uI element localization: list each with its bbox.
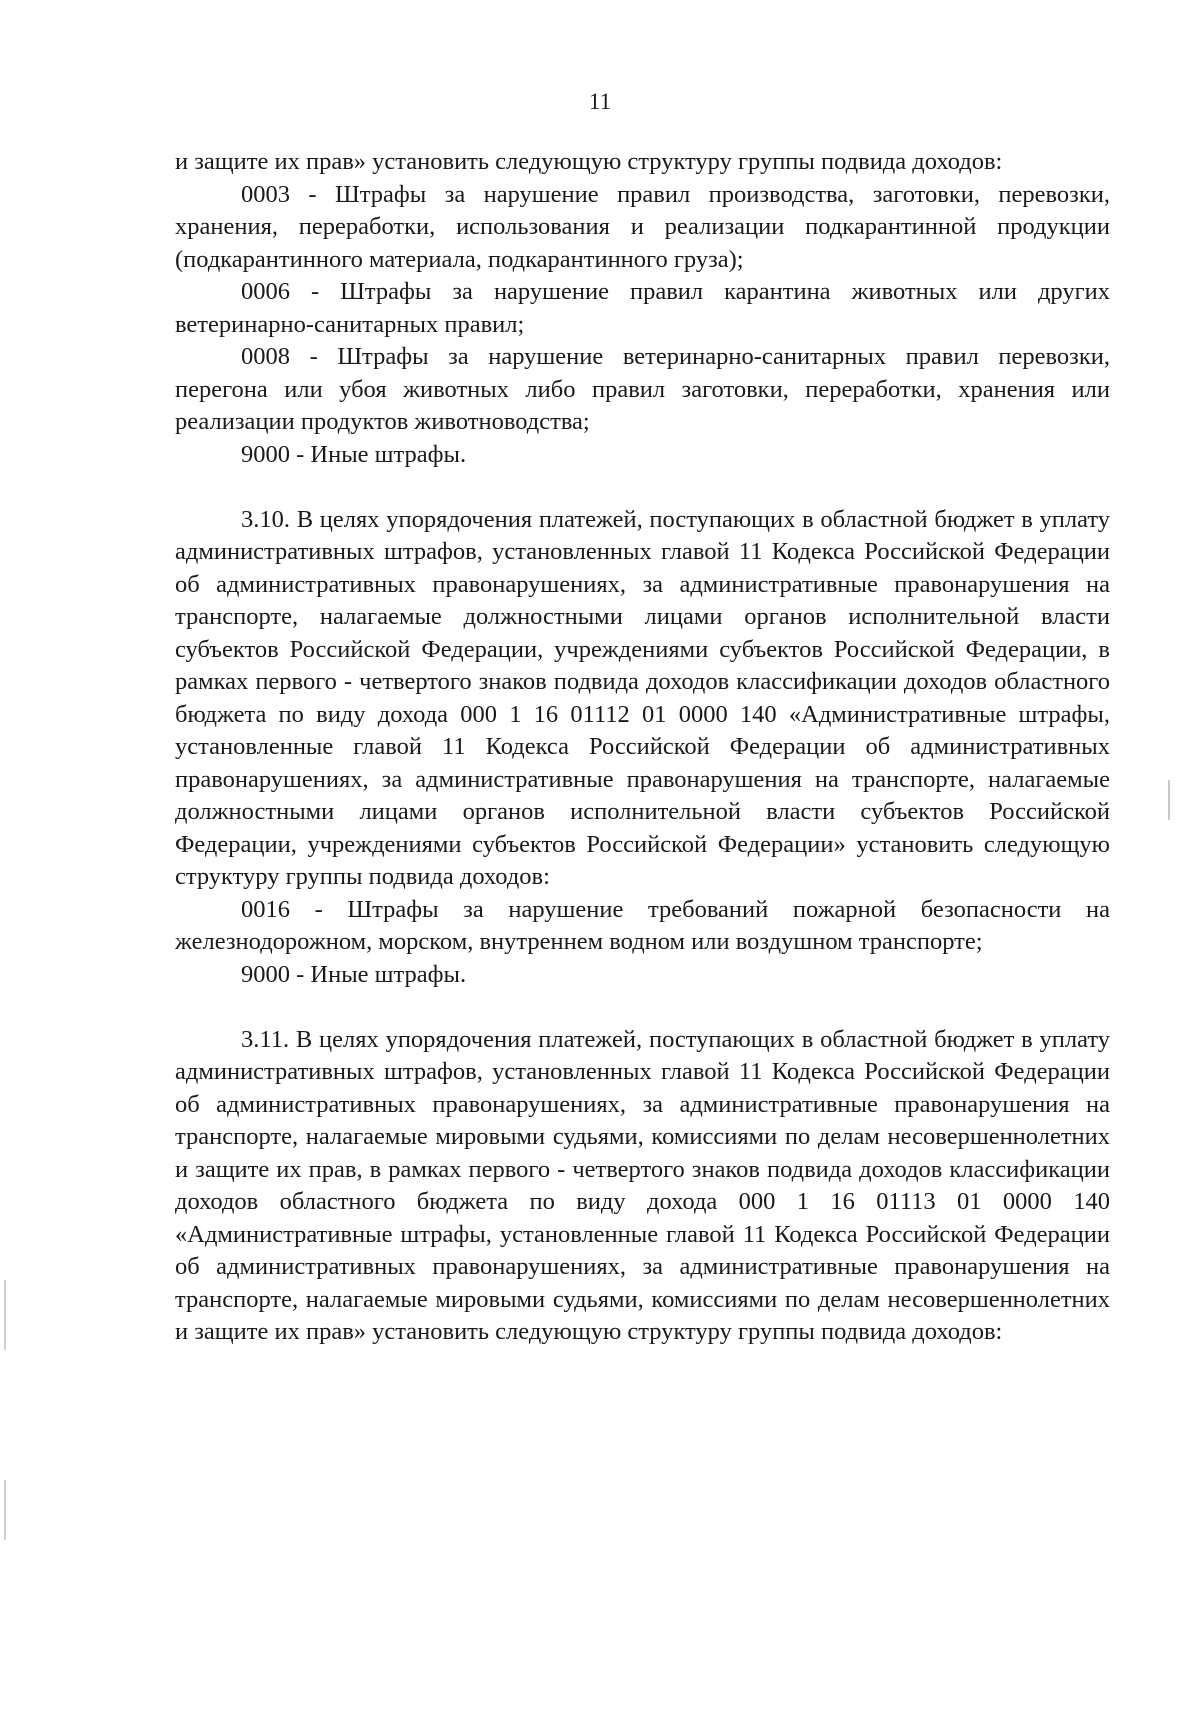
list-item-9000-first: 9000 - Иные штрафы. [241,440,467,468]
list-item-0016: 0016 - Штрафы за нарушение требований пожарной безопасности на железнодорожном, морском, внутреннем водном или воздушном транспорте; [175,895,1110,955]
page-number: 11 [588,89,612,114]
scan-artifact [4,1480,6,1540]
list-item-0008: 0008 - Штрафы за нарушение ветеринарно-санитарных правил перевозки, перегона или убоя животных либо правил заготовки, переработки, хранения или реализации продуктов животноводства; [175,343,1110,435]
list-item-0006: 0006 - Штрафы за нарушение правил карантина животных или других ветеринарно-санитарных правил; [175,278,1110,338]
document-body [175,146,1110,1349]
paragraph-gap [175,991,1110,1024]
paragraph-continuation: и защите их прав» установить следующую структуру группы подвида доходов: [175,148,1003,175]
paragraph-gap [175,471,1110,504]
list-item-9000-second: 9000 - Иные штрафы. [241,960,467,988]
list-item-0003: 0003 - Штрафы за нарушение правил производства, заготовки, перевозки, хранения, переработки, использования и реализации подкарантинной продукции (подкарантинного материала, подкарантинного груза); [175,180,1110,273]
scan-artifact [4,1280,6,1350]
section-3-10: 3.10. В целях упорядочения платежей, поступающих в областной бюджет в уплату административных штрафов, установленных главой 11 Кодекса Российской Федерации об административных правонарушениях, за административные правонарушения на транспорте, налагаемые должностными лицами органов исполнительной власти субъектов Российской Федерации, учреждениями субъектов Российской Федерации, в рамках первого - четвертого знаков подвида доходов классификации доходов областного бюджета по виду дохода 000 1 16 01112 01 0000 140 «Административные штрафы, установленные главой 11 Кодекса Российской Федерации об административных правонарушениях, за административные правонарушения на транспорте, налагаемые должностными лицами органов исполнительной власти субъектов Российской Федерации, учреждениями субъектов Российской Федерации» установить следующую структуру группы подвида доходов: [175,505,1110,890]
section-3-11: 3.11. В целях упорядочения платежей, поступающих в областной бюджет в уплату административных штрафов, установленных главой 11 Кодекса Российской Федерации об административных правонарушениях, за административные правонарушения на транспорте, налагаемые мировыми судьями, комиссиями по делам несовершеннолетних и защите их прав, в рамках первого - четвертого знаков подвида доходов классификации доходов областного бюджета по виду дохода 000 1 16 01113 01 0000 140 «Административные штрафы, установленные главой 11 Кодекса Российской Федерации об административных правонарушениях, за административные правонарушения на транспорте, налагаемые мировыми судьями, комиссиями по делам несовершеннолетних и защите их прав» установить следующую структуру группы подвида доходов: [175,1025,1110,1345]
scan-artifact [1168,780,1170,820]
